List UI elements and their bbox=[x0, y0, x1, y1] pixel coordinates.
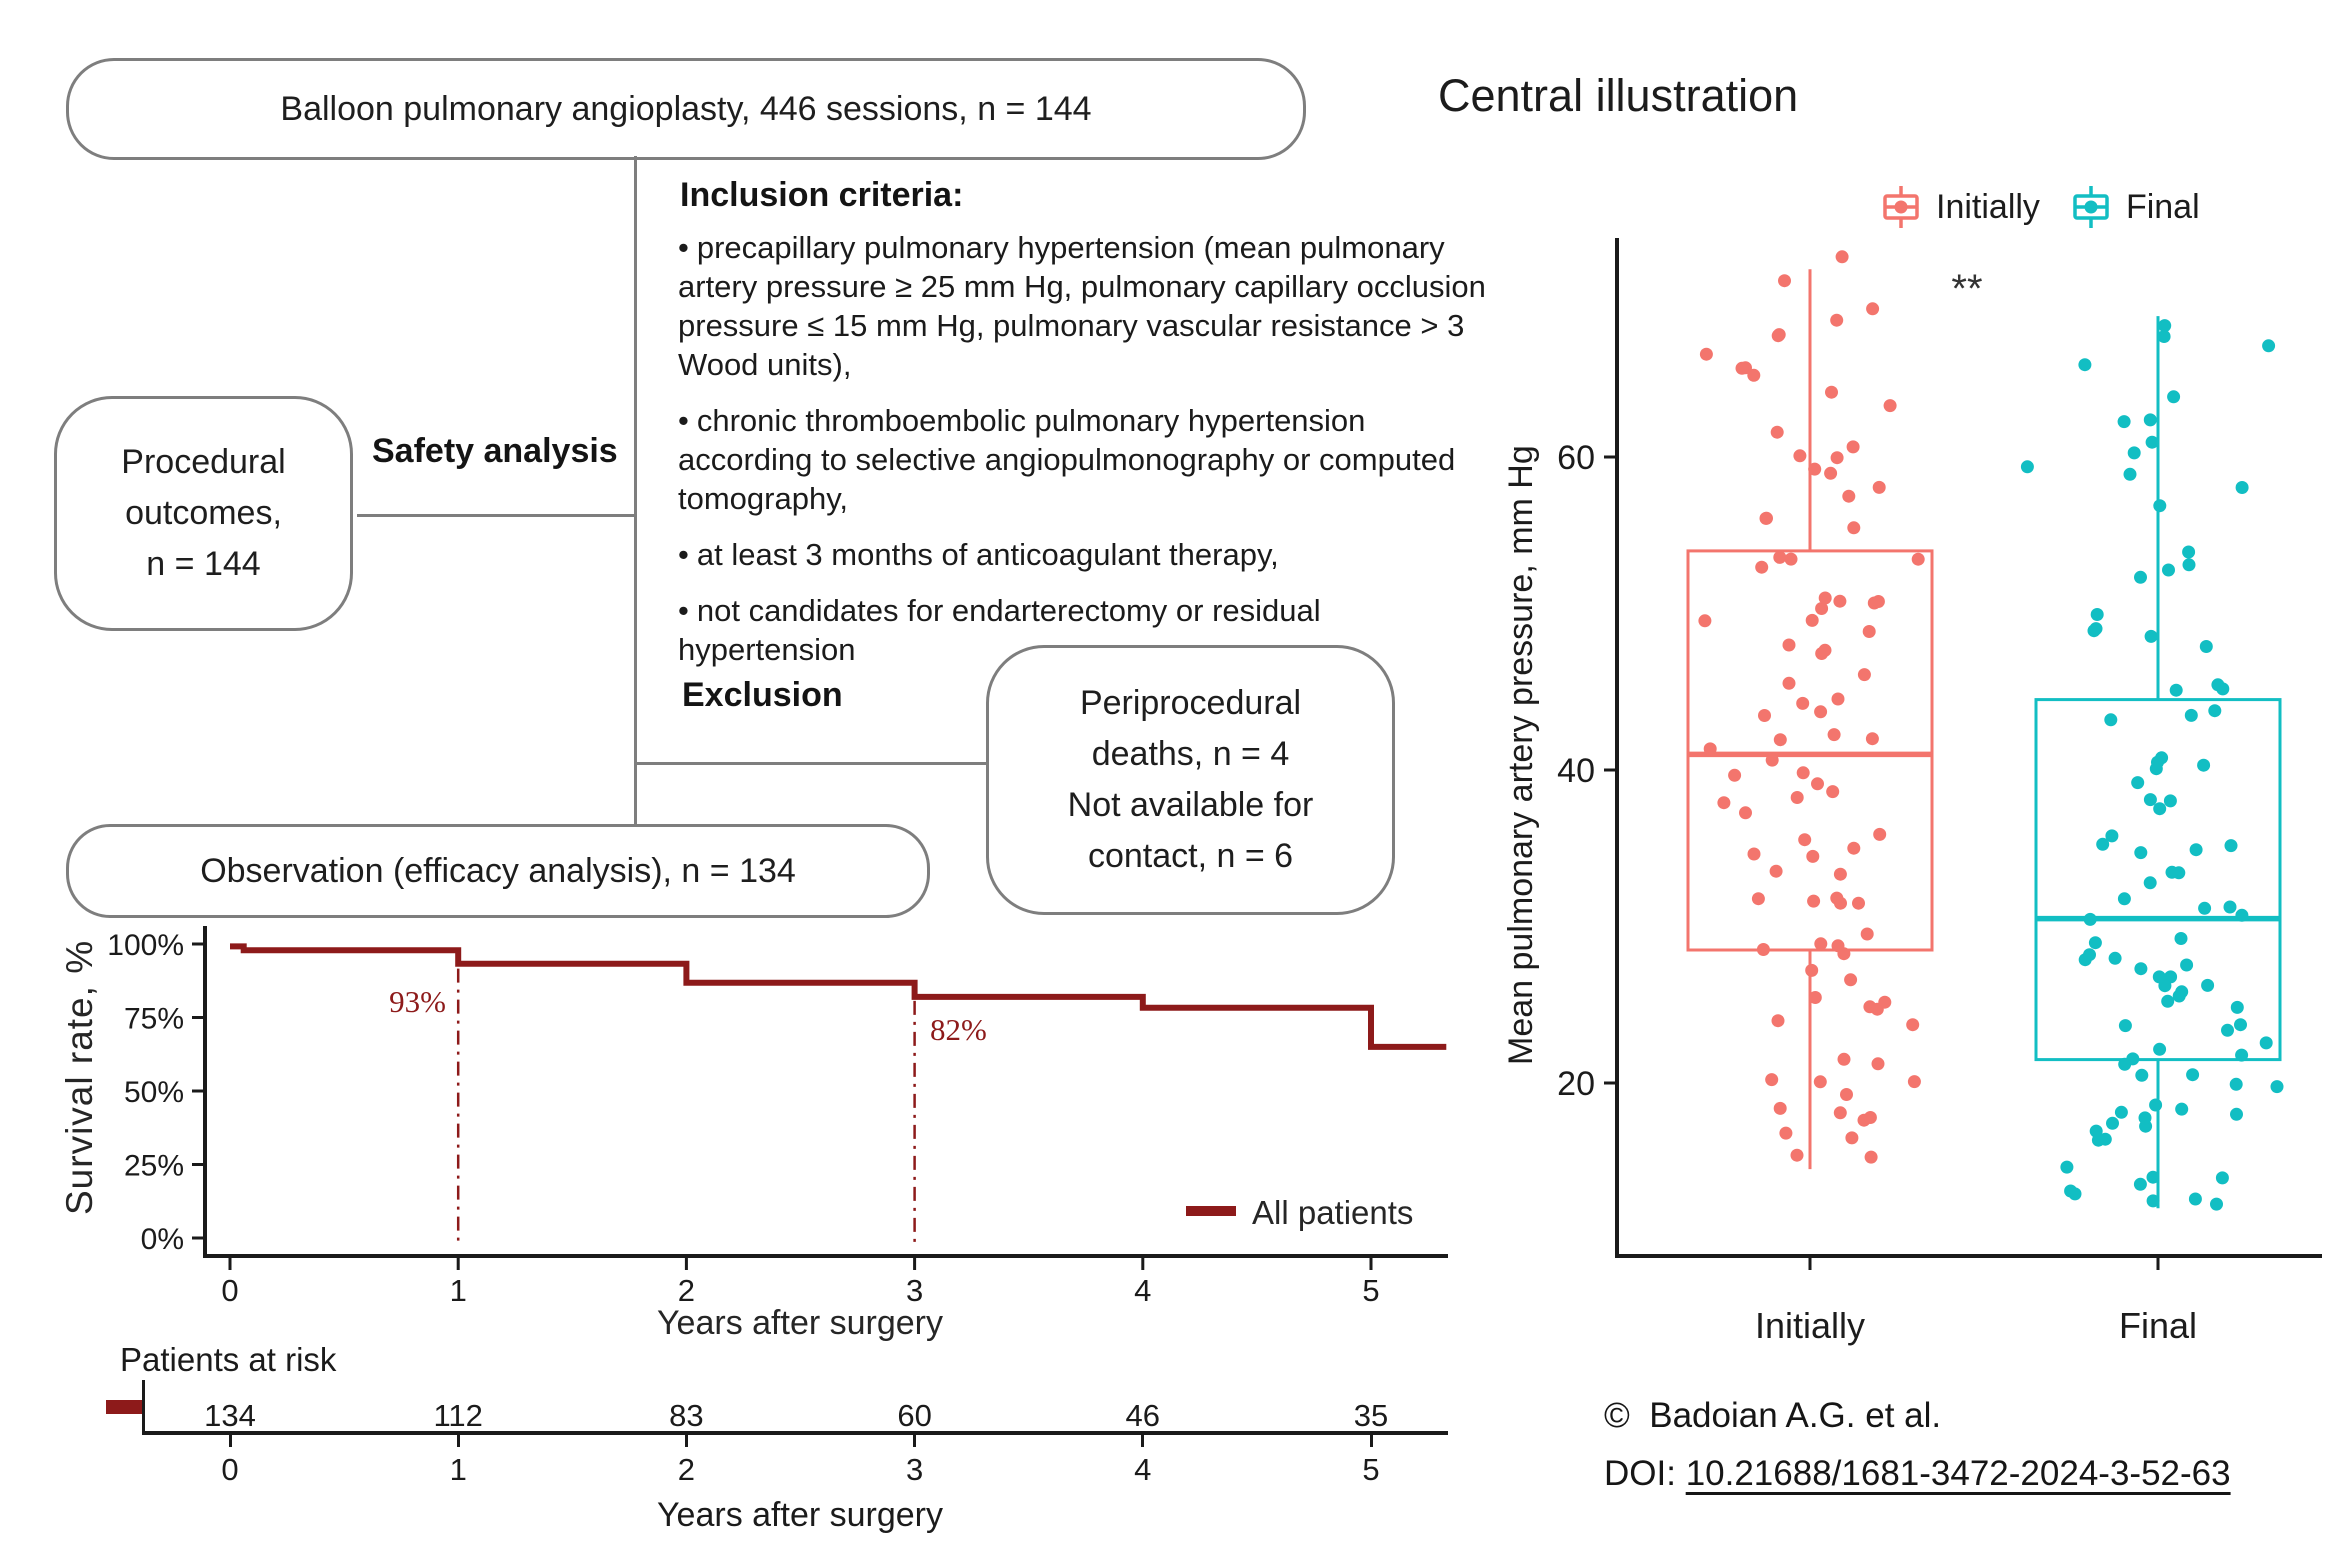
jitter-point bbox=[1806, 850, 1819, 863]
exclusion-line: deaths, n = 4 bbox=[1091, 735, 1290, 773]
jitter-point bbox=[1814, 1075, 1827, 1088]
jitter-point bbox=[2144, 413, 2157, 426]
jitter-point bbox=[1783, 677, 1796, 690]
km-x-tick-label: 4 bbox=[1134, 1273, 1152, 1308]
jitter-point bbox=[2166, 866, 2179, 879]
jitter-point bbox=[2134, 962, 2147, 975]
jitter-point bbox=[1847, 440, 1860, 453]
jitter-point bbox=[2118, 892, 2131, 905]
jitter-point bbox=[2153, 1043, 2166, 1056]
risk-count: 46 bbox=[1125, 1398, 1161, 1433]
jitter-point bbox=[2083, 948, 2096, 961]
jitter-point bbox=[2175, 932, 2188, 945]
jitter-point bbox=[1770, 865, 1783, 878]
km-y-tick-label: 100% bbox=[107, 929, 184, 962]
jitter-point bbox=[1834, 868, 1847, 881]
jitter-point bbox=[2090, 622, 2103, 635]
jitter-point bbox=[1830, 314, 1843, 327]
jitter-point bbox=[1828, 728, 1841, 741]
jitter-point bbox=[1760, 512, 1773, 525]
jitter-point bbox=[2234, 1018, 2247, 1031]
risk-count: 134 bbox=[204, 1398, 256, 1433]
jitter-point bbox=[1845, 1131, 1858, 1144]
jitter-point bbox=[1771, 426, 1784, 439]
jitter-point bbox=[1834, 1106, 1847, 1119]
jitter-point bbox=[2118, 415, 2131, 428]
jitter-point bbox=[2164, 794, 2177, 807]
jitter-point bbox=[1825, 386, 1838, 399]
jitter-point bbox=[2144, 876, 2157, 889]
jitter-point bbox=[1833, 595, 1846, 608]
inclusion-item-text: chronic thromboembolic pulmonary hypertension according to selective angiopulmonography or computed tomography, bbox=[678, 403, 1456, 517]
inclusion-heading: Inclusion criteria: bbox=[680, 176, 964, 214]
jitter-point bbox=[2235, 1049, 2248, 1062]
jitter-point bbox=[2231, 1001, 2244, 1014]
procedural-line: n = 144 bbox=[146, 545, 261, 583]
jitter-point bbox=[1832, 939, 1845, 952]
jitter-point bbox=[1805, 964, 1818, 977]
copyright-text: Badoian A.G. et al. bbox=[1649, 1396, 1942, 1435]
jitter-point bbox=[2144, 793, 2157, 806]
jitter-point bbox=[2182, 546, 2195, 559]
jitter-point bbox=[1858, 668, 1871, 681]
jitter-point bbox=[1717, 796, 1730, 809]
jitter-point bbox=[2197, 759, 2210, 772]
copyright-line bbox=[1604, 1396, 1941, 1436]
jitter-point bbox=[2170, 684, 2183, 697]
jitter-point bbox=[2225, 839, 2238, 852]
jitter-point bbox=[1842, 490, 1855, 503]
km-x-tick-label: 3 bbox=[905, 1273, 924, 1308]
jitter-point bbox=[1872, 1057, 1885, 1070]
jitter-point bbox=[1783, 639, 1796, 652]
jitter-point bbox=[2198, 902, 2211, 915]
jitter-point bbox=[2135, 1069, 2148, 1082]
jitter-point bbox=[1778, 274, 1791, 287]
jitter-point bbox=[1797, 766, 1810, 779]
exclusion-line: contact, n = 6 bbox=[1087, 837, 1294, 875]
jitter-point bbox=[2185, 709, 2198, 722]
risk-year-label: 5 bbox=[1362, 1452, 1380, 1487]
jitter-point bbox=[1791, 791, 1804, 804]
jitter-point bbox=[1824, 467, 1837, 480]
jitter-point bbox=[2200, 640, 2213, 653]
jitter-point bbox=[1866, 732, 1879, 745]
km-x-tick-label: 5 bbox=[1362, 1273, 1380, 1308]
doi-line bbox=[1604, 1454, 2231, 1494]
km-x-axis-title: Years after surgery bbox=[657, 1304, 943, 1342]
jitter-point bbox=[1836, 250, 1849, 263]
km-y-axis-title: Survival rate, % bbox=[59, 939, 100, 1215]
jitter-point bbox=[2221, 1024, 2234, 1037]
bp-y-tick-label: 60 bbox=[1557, 439, 1595, 477]
jitter-point bbox=[2115, 1106, 2128, 1119]
jitter-point bbox=[1766, 754, 1779, 767]
jitter-point bbox=[1798, 833, 1811, 846]
copyright-symbol: © bbox=[1604, 1396, 1630, 1435]
bullet-glyph: • bbox=[678, 230, 689, 265]
jitter-point bbox=[1808, 463, 1821, 476]
km-annotation-93: 93% bbox=[389, 984, 446, 1019]
jitter-point bbox=[2147, 1194, 2160, 1207]
observation-label: Observation (efficacy analysis), n = 134 bbox=[200, 851, 796, 890]
jitter-point bbox=[1847, 521, 1860, 534]
risk-count: 112 bbox=[433, 1398, 483, 1433]
legend-label-final: Final bbox=[2125, 187, 2200, 226]
jitter-point bbox=[1872, 595, 1885, 608]
jitter-point bbox=[2236, 481, 2249, 494]
jitter-point bbox=[2230, 1108, 2243, 1121]
jitter-point bbox=[1772, 329, 1785, 342]
jitter-point bbox=[2224, 901, 2237, 914]
inclusion-item-text: precapillary pulmonary hypertension (mean pulmonary artery pressure ≥ 25 mm Hg, pulmonary capillary occlusion pressure ≤ 15 mm Hg, pulmonary vascular resistance > 3 Wood units), bbox=[678, 230, 1486, 383]
bp-y-tick-label: 20 bbox=[1557, 1065, 1595, 1103]
jitter-point bbox=[1757, 943, 1770, 956]
bullet-glyph: • bbox=[678, 593, 689, 629]
jitter-point bbox=[2119, 1019, 2132, 1032]
inclusion-item-text: not candidates for endarterectomy or residual hypertension bbox=[678, 593, 1321, 668]
jitter-point bbox=[1791, 1149, 1804, 1162]
jitter-point bbox=[2139, 1111, 2152, 1124]
risk-year-label: 2 bbox=[677, 1452, 696, 1487]
risk-count: 35 bbox=[1353, 1398, 1389, 1433]
procedural-line: outcomes, bbox=[125, 494, 282, 532]
jitter-point bbox=[1814, 705, 1827, 718]
risk-count: 83 bbox=[669, 1398, 704, 1433]
jitter-point bbox=[1866, 302, 1879, 315]
jitter-point bbox=[2175, 1103, 2188, 1116]
jitter-point bbox=[2190, 843, 2203, 856]
jitter-point bbox=[2146, 436, 2159, 449]
jitter-point bbox=[1847, 842, 1860, 855]
jitter-point bbox=[2235, 909, 2248, 922]
jitter-point bbox=[1758, 709, 1771, 722]
bullet-glyph: • bbox=[678, 403, 689, 439]
exclusion-line: Not available for bbox=[1067, 786, 1314, 824]
jitter-point bbox=[2262, 339, 2275, 352]
exclusion-label: Exclusion bbox=[682, 676, 843, 714]
jitter-point bbox=[2211, 678, 2224, 691]
jitter-point bbox=[1765, 1073, 1778, 1086]
bullet-glyph: • bbox=[678, 537, 689, 573]
jitter-point bbox=[1908, 1075, 1921, 1088]
jitter-point bbox=[2208, 704, 2221, 717]
box-iqr bbox=[1688, 551, 1932, 950]
bp-y-axis-title: Mean pulmonary artery pressure, mm Hg bbox=[1502, 445, 1540, 1065]
jitter-point bbox=[2180, 959, 2193, 972]
jitter-point bbox=[2105, 829, 2118, 842]
jitter-point bbox=[1779, 1127, 1792, 1140]
jitter-point bbox=[2134, 846, 2147, 859]
jitter-point bbox=[2124, 468, 2137, 481]
jitter-point bbox=[1785, 553, 1798, 566]
jitter-point bbox=[1748, 848, 1761, 861]
jitter-point bbox=[2069, 1187, 2082, 1200]
jitter-point bbox=[1814, 937, 1827, 950]
jitter-point bbox=[2134, 1178, 2147, 1191]
jitter-point bbox=[2158, 319, 2171, 332]
jitter-point bbox=[2153, 499, 2166, 512]
significance-marker: ** bbox=[1951, 267, 1983, 311]
inclusion-item-text: at least 3 months of anticoagulant therapy, bbox=[696, 537, 1279, 573]
jitter-point bbox=[1704, 742, 1717, 755]
jitter-point bbox=[2210, 1198, 2223, 1211]
jitter-point bbox=[2186, 1068, 2199, 1081]
legend-label-initially: Initially bbox=[1936, 187, 2040, 226]
jitter-point bbox=[2134, 571, 2147, 584]
doi-link[interactable]: 10.21688/1681-3472-2024-3-52-63 bbox=[1685, 1454, 2231, 1493]
jitter-point bbox=[1739, 806, 1752, 819]
page-title: Central illustration bbox=[1438, 70, 1799, 121]
jitter-point bbox=[1861, 928, 1874, 941]
jitter-point bbox=[2175, 985, 2188, 998]
km-legend-label: All patients bbox=[1252, 1194, 1414, 1231]
km-x-tick-label: 1 bbox=[449, 1273, 467, 1308]
jitter-point bbox=[2161, 995, 2174, 1008]
risk-year-label: 1 bbox=[449, 1452, 467, 1487]
jitter-point bbox=[2084, 913, 2097, 926]
jitter-point bbox=[2189, 1193, 2202, 1206]
jitter-point bbox=[1806, 614, 1819, 627]
risk-x-axis-title: Years after surgery bbox=[657, 1496, 943, 1534]
jitter-point bbox=[2162, 564, 2175, 577]
bp-category-final: Final bbox=[2118, 1305, 2198, 1346]
risk-year-label: 0 bbox=[221, 1452, 239, 1487]
jitter-point bbox=[1774, 733, 1787, 746]
risk-table-title: Patients at risk bbox=[120, 1341, 337, 1378]
safety-analysis-label: Safety analysis bbox=[372, 432, 618, 470]
km-y-tick-label: 25% bbox=[123, 1149, 184, 1183]
jitter-point bbox=[2091, 608, 2104, 621]
jitter-point bbox=[1831, 451, 1844, 464]
jitter-point bbox=[1906, 1018, 1919, 1031]
risk-count: 60 bbox=[897, 1398, 932, 1433]
km-x-tick-label: 0 bbox=[221, 1273, 239, 1308]
jitter-point bbox=[2089, 936, 2102, 949]
km-y-tick-label: 50% bbox=[123, 1076, 184, 1109]
km-annotation-82: 82% bbox=[930, 1012, 987, 1047]
jitter-point bbox=[2147, 1171, 2160, 1184]
jitter-point bbox=[1884, 399, 1897, 412]
jitter-point bbox=[1773, 551, 1786, 564]
jitter-point bbox=[2153, 970, 2166, 983]
jitter-point bbox=[1826, 785, 1839, 798]
jitter-point bbox=[1912, 553, 1925, 566]
jitter-point bbox=[1807, 895, 1820, 908]
top-box-label: Balloon pulmonary angioplasty, 446 sessions, n = 144 bbox=[280, 89, 1092, 128]
jitter-point bbox=[1796, 697, 1809, 710]
jitter-point bbox=[1852, 897, 1865, 910]
jitter-point bbox=[1772, 1014, 1785, 1027]
jitter-point bbox=[1865, 1151, 1878, 1164]
bp-category-initially: Initially bbox=[1754, 1305, 1866, 1346]
jitter-point bbox=[1736, 362, 1749, 375]
jitter-point bbox=[1700, 348, 1713, 361]
jitter-point bbox=[1698, 614, 1711, 627]
jitter-point bbox=[1864, 1111, 1877, 1124]
jitter-point bbox=[2271, 1080, 2284, 1093]
jitter-point bbox=[1728, 769, 1741, 782]
jitter-point bbox=[1752, 892, 1765, 905]
jitter-point bbox=[2183, 558, 2196, 571]
jitter-point bbox=[1863, 625, 1876, 638]
jitter-point bbox=[2109, 952, 2122, 965]
jitter-point bbox=[2078, 358, 2091, 371]
jitter-point bbox=[2128, 446, 2141, 459]
jitter-point bbox=[1755, 561, 1768, 574]
jitter-point bbox=[1844, 973, 1857, 986]
doi-label: DOI: bbox=[1604, 1454, 1676, 1493]
km-y-tick-label: 0% bbox=[140, 1223, 184, 1256]
km-y-tick-label: 75% bbox=[123, 1002, 184, 1036]
jitter-point bbox=[2099, 1133, 2112, 1146]
jitter-point bbox=[2230, 1078, 2243, 1091]
jitter-point bbox=[1819, 644, 1832, 657]
jitter-point bbox=[1774, 1102, 1787, 1115]
jitter-point bbox=[1811, 777, 1824, 790]
jitter-point bbox=[1873, 481, 1886, 494]
jitter-point bbox=[1838, 1053, 1851, 1066]
jitter-point bbox=[2216, 1171, 2229, 1184]
jitter-point bbox=[1873, 828, 1886, 841]
jitter-point bbox=[2153, 802, 2166, 815]
jitter-point bbox=[1830, 892, 1843, 905]
jitter-point bbox=[1840, 1088, 1853, 1101]
jitter-point bbox=[2149, 1099, 2162, 1112]
jitter-point bbox=[1793, 449, 1806, 462]
jitter-point bbox=[2021, 460, 2034, 473]
risk-year-label: 3 bbox=[905, 1452, 924, 1487]
jitter-point bbox=[1832, 693, 1845, 706]
jitter-point bbox=[2118, 1058, 2131, 1071]
km-x-tick-label: 2 bbox=[677, 1273, 696, 1308]
jitter-point bbox=[1809, 991, 1822, 1004]
jitter-point bbox=[2131, 776, 2144, 789]
procedural-line: Procedural bbox=[121, 443, 286, 481]
jitter-point bbox=[2104, 713, 2117, 726]
jitter-point bbox=[1819, 592, 1832, 605]
jitter-point bbox=[1878, 996, 1891, 1009]
bp-y-tick-label: 40 bbox=[1557, 752, 1595, 790]
jitter-point bbox=[2151, 756, 2164, 769]
jitter-point bbox=[2060, 1161, 2073, 1174]
jitter-point bbox=[2201, 979, 2214, 992]
jitter-point bbox=[2260, 1036, 2273, 1049]
jitter-point bbox=[2167, 390, 2180, 403]
exclusion-line: Periprocedural bbox=[1079, 684, 1302, 722]
risk-year-label: 4 bbox=[1134, 1452, 1152, 1487]
jitter-point bbox=[2145, 630, 2158, 643]
jitter-point bbox=[2106, 1117, 2119, 1130]
